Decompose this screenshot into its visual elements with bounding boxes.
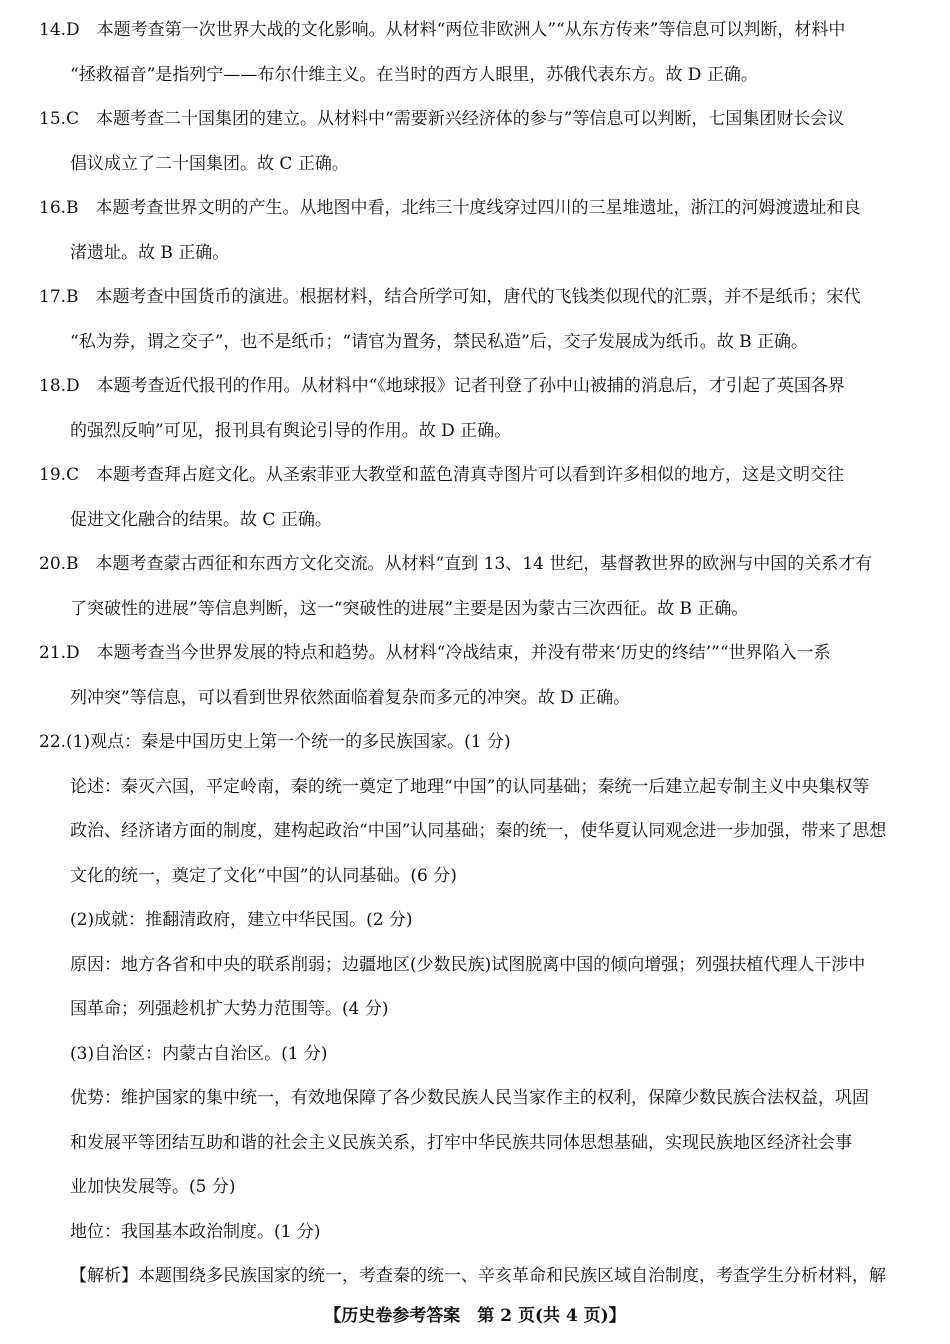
text-line: 论述：秦灭六国，平定岭南，秦的统一奠定了地理“中国”的认同基础；秦统一后建立起专制主义中央集权等 [70,776,870,797]
text-line: 14.D 本题考查第一次世界大战的文化影响。从材料“两位非欧洲人”“从东方传来”等信息可以判断，材料中 [39,20,846,40]
text-line: “拯救福音”是指列宁——布尔什维主义。在当时的西方人眼里，苏俄代表东方。故 D 正确。 [70,64,758,85]
text-line: 渚遗址。故 B 正确。 [70,242,230,263]
text-line: 列冲突”等信息，可以看到世界依然面临着复杂而多元的冲突。故 D 正确。 [70,687,631,708]
text-line: 22.(1)观点：秦是中国历史上第一个统一的多民族国家。(1 分) [39,732,511,752]
text-line: 了突破性的进展”等信息判断，这一“突破性的进展”主要是因为蒙古三次西征。故 B 正确。 [70,598,749,619]
text-line: 20.B 本题考查蒙古西征和东西方文化交流。从材料“直到 13、14 世纪，基督教世界的欧洲与中国的关系才有 [39,554,873,574]
text-line: 倡议成立了二十国集团。故 C 正确。 [70,153,349,174]
text-line: (2)成就：推翻清政府，建立中华民国。(2 分) [70,910,413,930]
text-line: 国革命；列强趁机扩大势力范围等。(4 分) [70,999,389,1019]
text-line: 16.B 本题考查世界文明的产生。从地图中看，北纬三十度线穿过四川的三星堆遗址，浙江的河姆渡遗址和良 [39,198,861,218]
text-line: “私为券，谓之交子”，也不是纸币；“请官为置务，禁民私造”后，交子发展成为纸币。故 B 正确。 [70,331,809,352]
text-line: 文化的统一，奠定了文化“中国”的认同基础。(6 分) [70,865,457,886]
text-line: 原因：地方各省和中央的联系削弱；边疆地区(少数民族)试图脱离中国的倾向增强；列强扶植代理人干涉中 [70,954,866,975]
text-line: 和发展平等团结互助和谐的社会主义民族关系，打牢中华民族共同体思想基础，实现民族地区经济社会事 [70,1132,852,1153]
text-line: 17.B 本题考查中国货币的演进。根据材料，结合所学可知，唐代的飞钱类似现代的汇票，并不是纸币；宋代 [39,287,861,307]
page-footer: 【历史卷参考答案 第 2 页(共 4 页)】 [324,1306,626,1326]
text-line: 的强烈反响”可见，报刊具有舆论引导的作用。故 D 正确。 [70,420,512,441]
text-line: 地位：我国基本政治制度。(1 分) [70,1221,321,1242]
text-line: 优势：维护国家的集中统一，有效地保障了各少数民族人民当家作主的权利，保障少数民族合法权益，巩固 [70,1088,869,1108]
text-line: 【解析】本题围绕多民族国家的统一，考查秦的统一、辛亥革命和民族区域自治制度，考查学生分析材料，解 [70,1266,886,1286]
text-line: 19.C 本题考查拜占庭文化。从圣索菲亚大教堂和蓝色清真寺图片可以看到许多相似的地方，这是文明交往 [39,465,845,485]
answer-content [39,8,911,1299]
text-line: 15.C 本题考查二十国集团的建立。从材料中“需要新兴经济体的参与”等信息可以判断，七国集团财长会议 [39,109,845,129]
text-line: 18.D 本题考查近代报刊的作用。从材料中“《地球报》记者刊登了孙中山被捕的消息后，才引起了英国各界 [39,376,845,396]
text-line: 业加快发展等。(5 分) [70,1177,236,1197]
text-line: 促进文化融合的结果。故 C 正确。 [70,509,332,530]
text-line: (3)自治区：内蒙古自治区。(1 分) [70,1043,328,1064]
text-line: 21.D 本题考查当今世界发展的特点和趋势。从材料“冷战结束，并没有带来‘历史的终结’”“世界陷入一系 [39,643,831,663]
text-line: 政治、经济诸方面的制度，建构起政治“中国”认同基础；秦的统一，使华夏认同观念进一步加强，带来了思想 [70,821,887,841]
